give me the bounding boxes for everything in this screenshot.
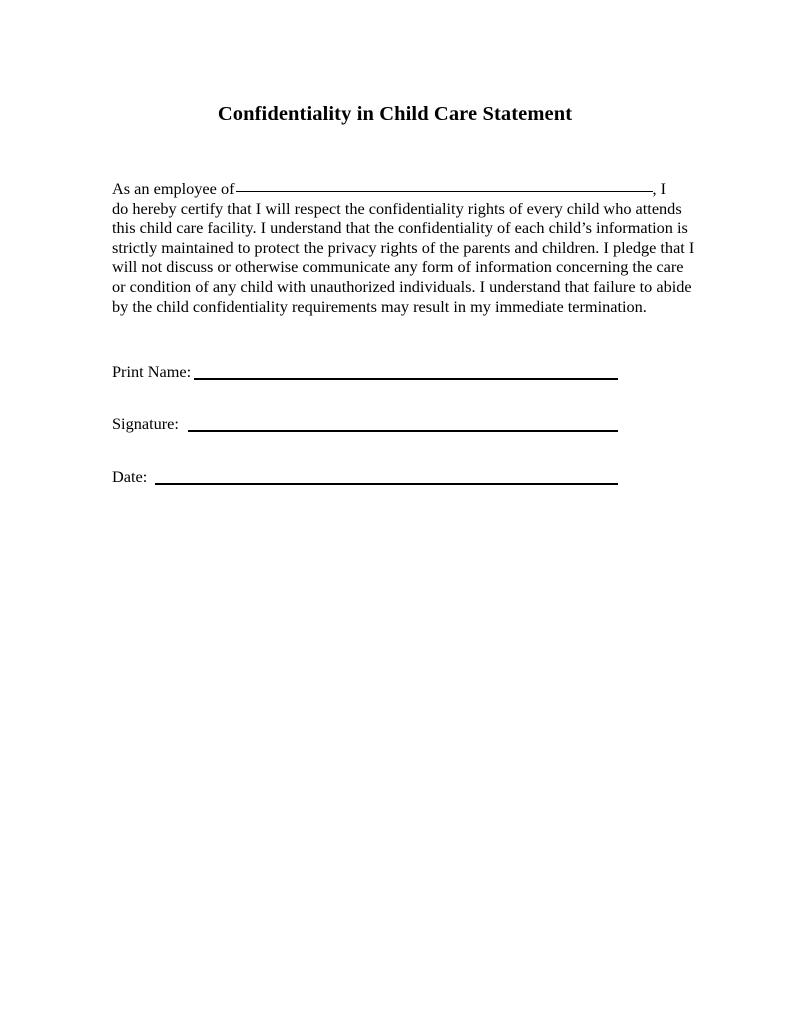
signature-field-row [112, 412, 678, 436]
page-title: Confidentiality in Child Care Statement [217, 102, 573, 125]
body-line: this child care facility. I understand that the confidentiality of each child’s information is [112, 218, 688, 238]
body-line: or condition of any child with unauthorized individuals. I understand that failure to abide [112, 276, 692, 296]
lead-text: As an employee of [112, 179, 235, 198]
body-line: by the child confidentiality requirements may result in my immediate termination. [112, 296, 647, 316]
print-name-label: Print Name: [112, 362, 192, 381]
body-line: will not discuss or otherwise communicate any form of information concerning the care [112, 257, 684, 277]
signature-label: Signature: [112, 414, 179, 433]
body-line: do hereby certify that I will respect the confidentiality rights of every child who attends [112, 198, 682, 218]
statement-body [112, 179, 695, 316]
date-input-rule[interactable] [155, 483, 618, 485]
date-field-row [112, 465, 678, 489]
print-name-input-rule[interactable] [194, 378, 618, 380]
print-name-field-row [112, 360, 678, 384]
body-line: strictly maintained to protect the privacy rights of the parents and children. I pledge that I [112, 237, 695, 257]
date-label: Date: [112, 467, 148, 486]
employer-name-fill-in-rule[interactable] [236, 191, 653, 192]
signature-input-rule[interactable] [188, 430, 618, 432]
body-line-employer [112, 179, 678, 199]
after-rule-text: , I [652, 179, 667, 198]
